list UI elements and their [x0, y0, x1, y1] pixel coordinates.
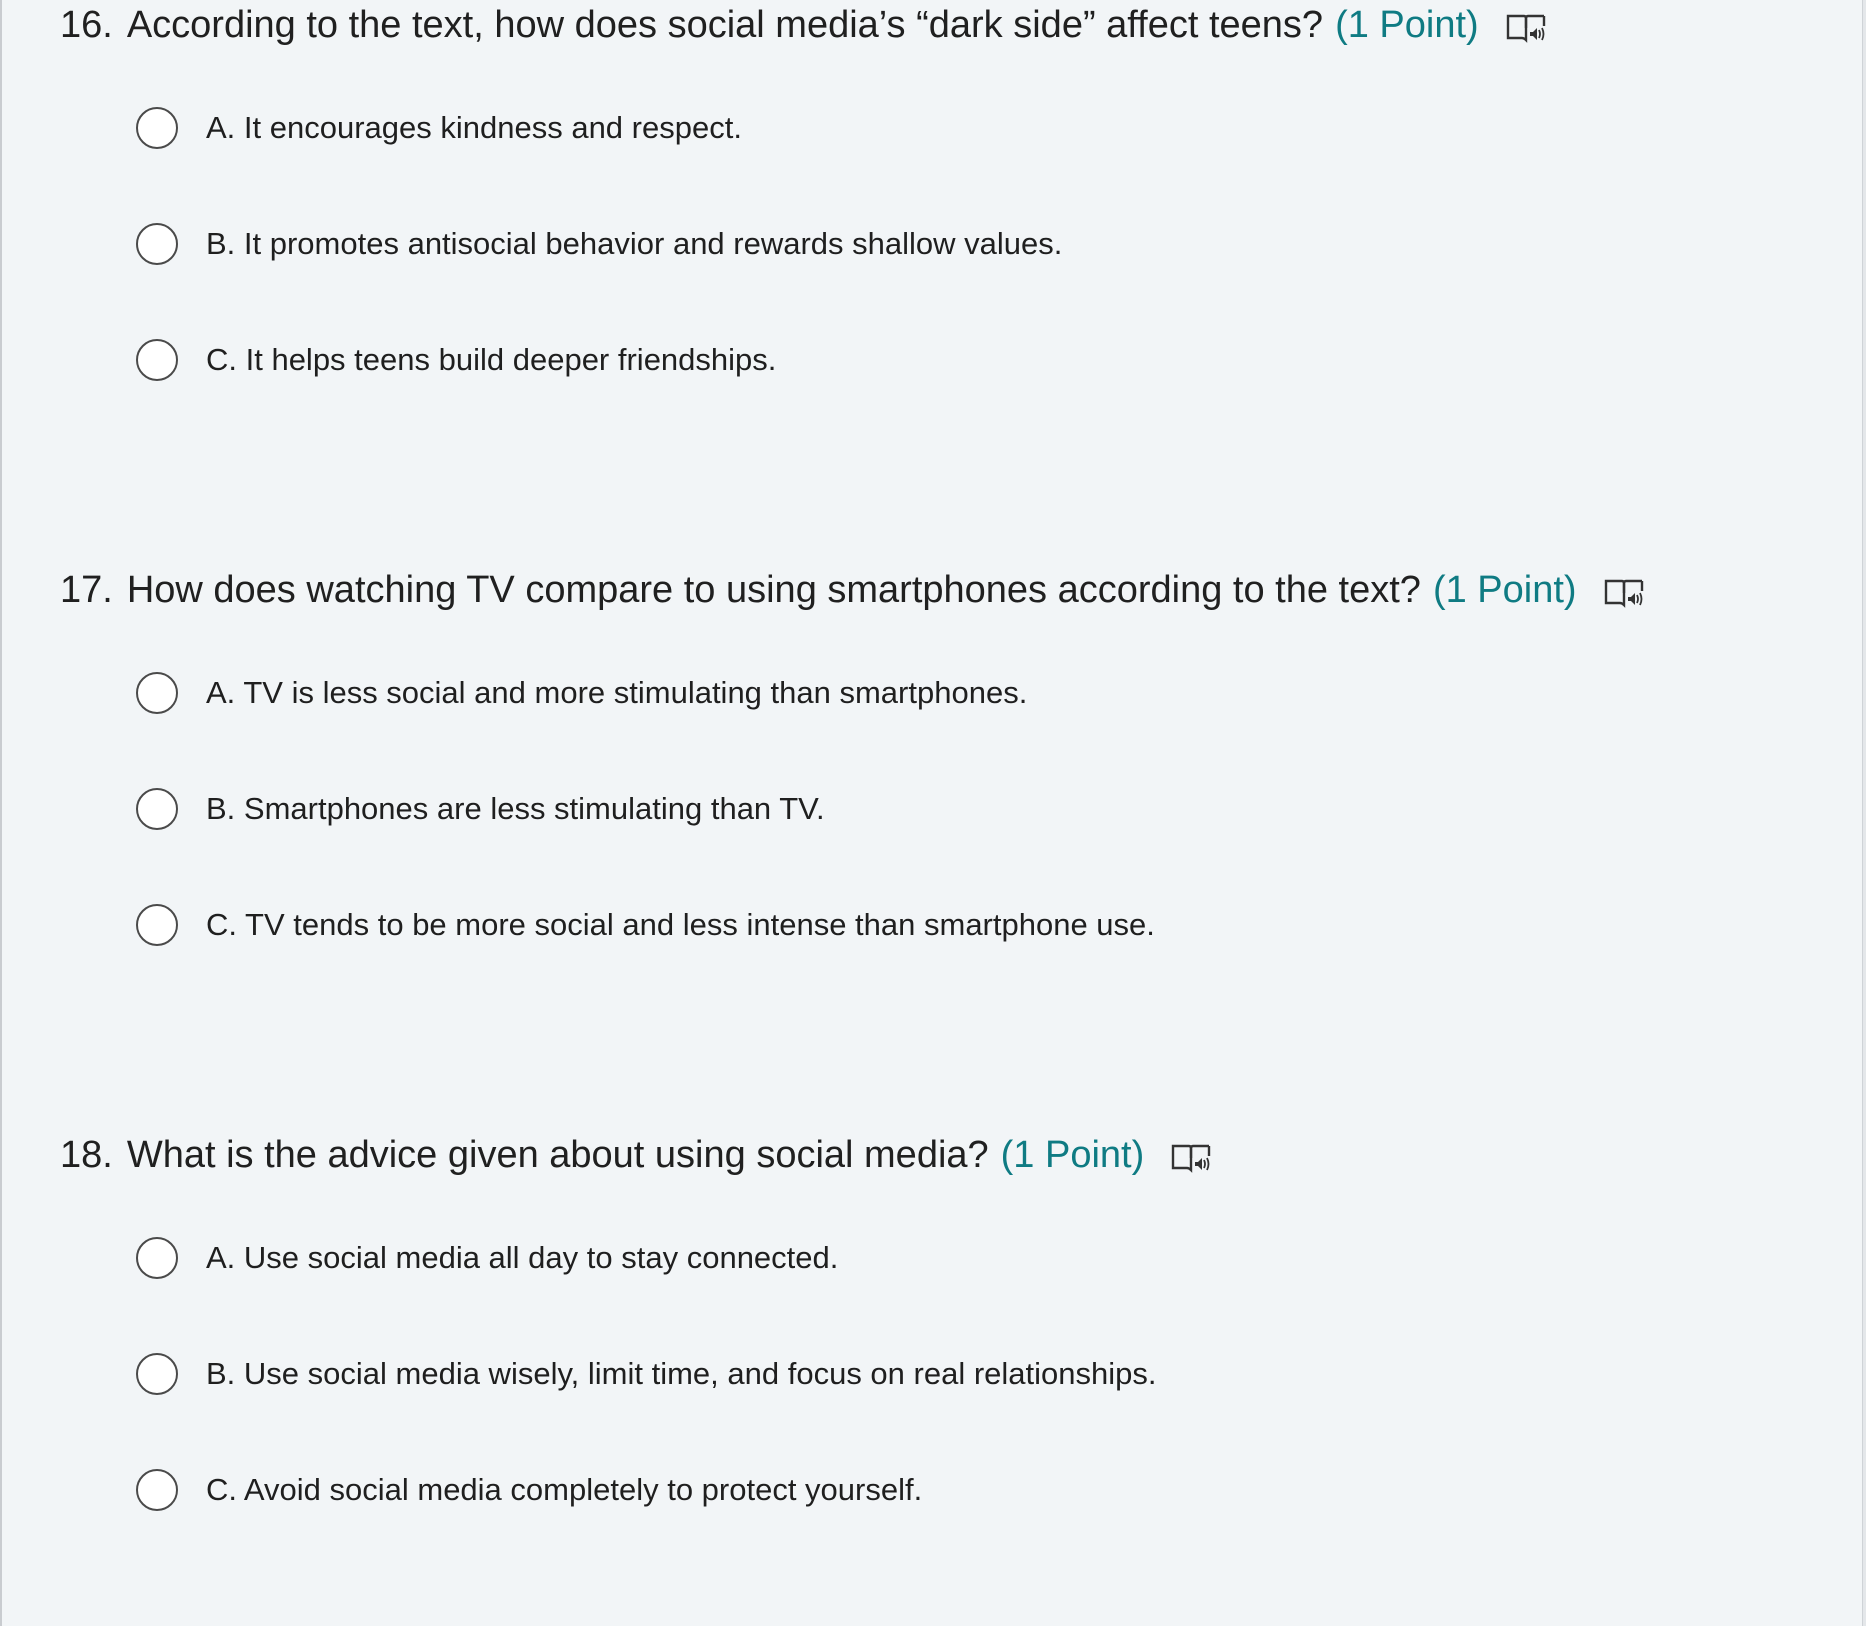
- question-points: (1 Point): [1335, 4, 1479, 46]
- question-number: 18.: [60, 1134, 113, 1176]
- question-points: (1 Point): [1432, 569, 1577, 611]
- question-title: [60, 1130, 1212, 1180]
- question-text: What is the advice given about using social media?: [126, 1134, 989, 1176]
- radio-button[interactable]: [136, 107, 178, 149]
- answer-option-b[interactable]: [136, 784, 825, 834]
- radio-button[interactable]: [136, 339, 178, 381]
- radio-button[interactable]: [136, 1469, 178, 1511]
- option-label: A. TV is less social and more stimulating than smartphones.: [206, 675, 1028, 710]
- answer-option-c[interactable]: [136, 900, 1155, 950]
- option-label: A. Use social media all day to stay connected.: [206, 1240, 839, 1275]
- radio-button[interactable]: [136, 672, 178, 714]
- option-label: B. It promotes antisocial behavior and rewards shallow values.: [206, 226, 1063, 261]
- radio-button[interactable]: [136, 1353, 178, 1395]
- answer-option-b[interactable]: [136, 219, 1062, 269]
- immersive-reader-icon[interactable]: [1603, 574, 1645, 610]
- option-label: B. Smartphones are less stimulating than TV.: [206, 791, 825, 826]
- question-text: According to the text, how does social media’s “dark side” affect teens?: [126, 4, 1324, 46]
- question-points: (1 Point): [1000, 1134, 1145, 1176]
- option-label: C. TV tends to be more social and less intense than smartphone use.: [206, 907, 1155, 942]
- answer-option-a[interactable]: [136, 1233, 838, 1283]
- answer-option-b[interactable]: [136, 1349, 1156, 1399]
- radio-button[interactable]: [136, 788, 178, 830]
- immersive-reader-icon[interactable]: [1170, 1139, 1212, 1175]
- option-label: C. It helps teens build deeper friendships.: [206, 342, 777, 377]
- radio-button[interactable]: [136, 904, 178, 946]
- page-left-border: [0, 0, 2, 1626]
- question-number: 16.: [60, 4, 113, 46]
- question-title: [60, 565, 1645, 615]
- answer-option-a[interactable]: [136, 668, 1027, 718]
- option-label: A. It encourages kindness and respect.: [206, 110, 742, 145]
- immersive-reader-icon[interactable]: [1505, 9, 1547, 45]
- question-text: How does watching TV compare to using smartphones according to the text?: [126, 569, 1421, 611]
- answer-option-a[interactable]: [136, 103, 742, 153]
- answer-option-c[interactable]: [136, 335, 776, 385]
- question-number: 17.: [60, 569, 113, 611]
- option-label: B. Use social media wisely, limit time, and focus on real relationships.: [206, 1356, 1157, 1391]
- question-title: [60, 0, 1547, 50]
- page-scrollbar-track[interactable]: [1862, 0, 1866, 1626]
- option-label: C. Avoid social media completely to protect yourself.: [206, 1472, 923, 1507]
- radio-button[interactable]: [136, 1237, 178, 1279]
- answer-option-c[interactable]: [136, 1465, 922, 1515]
- radio-button[interactable]: [136, 223, 178, 265]
